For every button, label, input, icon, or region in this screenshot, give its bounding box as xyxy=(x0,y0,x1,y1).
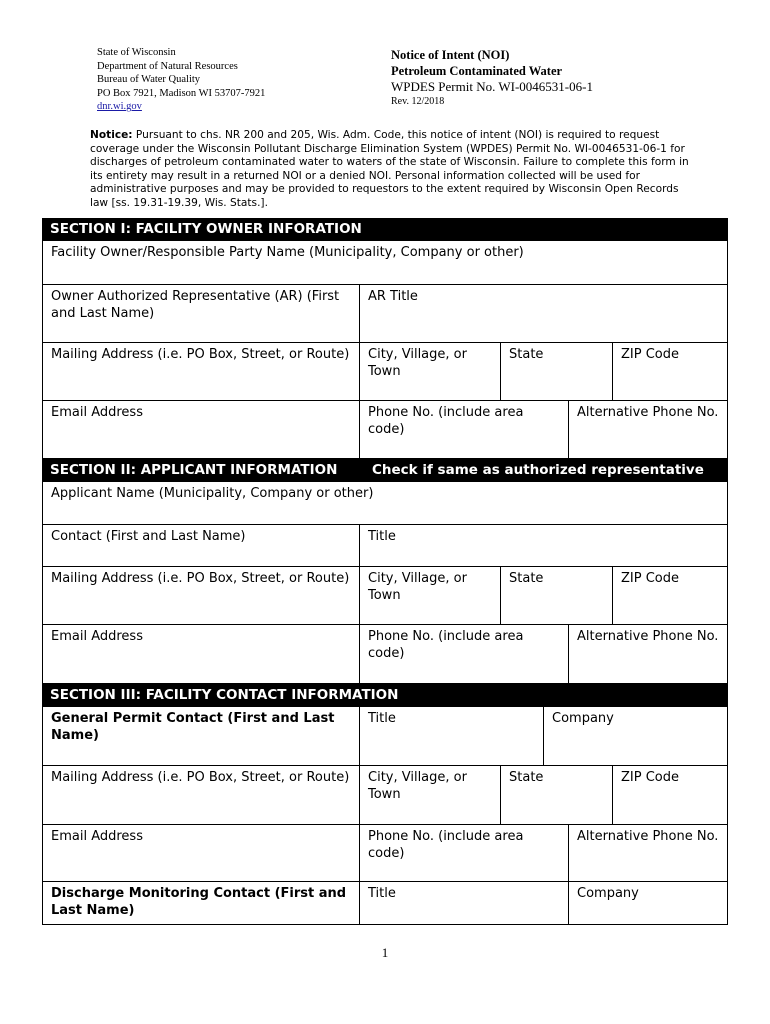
general-contact-field[interactable] xyxy=(42,706,360,766)
field-label: Mailing Address (i.e. PO Box, Street, or Route) xyxy=(51,571,350,586)
facility-city-field[interactable] xyxy=(359,765,501,825)
field-label: Alternative Phone No. xyxy=(577,405,719,420)
notice-text: Pursuant to chs. NR 200 and 205, Wis. Adm. Code, this notice of intent (NOI) is required to request coverage under the Wisconsin Pollutant Discharge Elimination System (WPDES) Permit No. WI-0046531-06-1 for discharges of petroleum contaminated water to waters of the state of Wisconsin. Failure to complete this form in its entirety may result in a returned NOI or a denied NOI. Personal information collected will be used for administrative purposes and may be provided to requestors to the extent required by Wisconsin Open Records law [ss. 19.31-19.39, Wis. Stats.]. xyxy=(90,129,689,209)
form-subtitle: Petroleum Contaminated Water xyxy=(391,64,563,78)
agency-line: Bureau of Water Quality xyxy=(97,74,201,86)
facility-zip-field[interactable] xyxy=(612,765,728,825)
field-label: Phone No. (include area code) xyxy=(368,629,524,661)
field-label: Mailing Address (i.e. PO Box, Street, or Route) xyxy=(51,770,350,785)
section-3-title: SECTION III: FACILITY CONTACT INFORMATION xyxy=(50,687,399,703)
field-label: Company xyxy=(552,711,614,726)
owner-state-field[interactable] xyxy=(500,342,613,401)
discharge-contact-field[interactable] xyxy=(42,881,360,925)
applicant-name-field[interactable] xyxy=(42,481,728,525)
field-label: City, Village, or Town xyxy=(368,571,467,603)
notice-paragraph xyxy=(90,129,690,210)
section-2-heading xyxy=(42,459,728,481)
general-contact-title-field[interactable] xyxy=(359,706,544,766)
owner-mailing-field[interactable] xyxy=(42,342,360,401)
notice-label: Notice: xyxy=(90,129,133,141)
owner-phone-field[interactable] xyxy=(359,400,569,459)
applicant-mailing-field[interactable] xyxy=(42,566,360,625)
field-label: Company xyxy=(577,886,639,901)
applicant-zip-field[interactable] xyxy=(612,566,728,625)
ar-name-field[interactable] xyxy=(42,284,360,343)
owner-zip-field[interactable] xyxy=(612,342,728,401)
facility-state-field[interactable] xyxy=(500,765,613,825)
agency-header xyxy=(97,46,265,114)
field-label: Discharge Monitoring Contact (First and Last Name) xyxy=(51,886,347,918)
field-label: Email Address xyxy=(51,405,143,420)
discharge-company-field[interactable] xyxy=(568,881,728,925)
field-label: Email Address xyxy=(51,829,143,844)
field-label: Owner Authorized Representative (AR) (First and Last Name) xyxy=(51,289,340,321)
owner-email-field[interactable] xyxy=(42,400,360,459)
field-label: Phone No. (include area code) xyxy=(368,405,524,437)
website-link[interactable]: dnr.wi.gov xyxy=(97,101,142,113)
field-label: City, Village, or Town xyxy=(368,770,467,802)
facility-phone-field[interactable] xyxy=(359,824,569,882)
field-label: Applicant Name (Municipality, Company or other) xyxy=(51,486,374,501)
owner-alt-phone-field[interactable] xyxy=(568,400,728,459)
field-label: Alternative Phone No. xyxy=(577,629,719,644)
field-label: Title xyxy=(368,529,396,544)
agency-line: PO Box 7921, Madison WI 53707-7921 xyxy=(97,87,266,99)
applicant-title-field[interactable] xyxy=(359,524,728,567)
facility-email-field[interactable] xyxy=(42,824,360,882)
facility-alt-phone-field[interactable] xyxy=(568,824,728,882)
section-3-heading xyxy=(42,684,728,706)
section-2-title: SECTION II: APPLICANT INFORMATION xyxy=(50,462,338,478)
form-title: Notice of Intent (NOI) xyxy=(391,48,510,62)
field-label: AR Title xyxy=(368,289,418,304)
section-1-heading xyxy=(42,218,728,240)
general-contact-company-field[interactable] xyxy=(543,706,728,766)
field-label: ZIP Code xyxy=(621,347,679,362)
applicant-state-field[interactable] xyxy=(500,566,613,625)
facility-mailing-field[interactable] xyxy=(42,765,360,825)
field-label: State xyxy=(509,571,544,586)
owner-city-field[interactable] xyxy=(359,342,501,401)
page-number: 1 xyxy=(381,945,389,960)
field-label: City, Village, or Town xyxy=(368,347,467,379)
field-label: Title xyxy=(368,886,396,901)
applicant-email-field[interactable] xyxy=(42,624,360,684)
applicant-alt-phone-field[interactable] xyxy=(568,624,728,684)
permit-number: WPDES Permit No. WI-0046531-06-1 xyxy=(391,79,593,94)
field-label: ZIP Code xyxy=(621,770,679,785)
applicant-contact-field[interactable] xyxy=(42,524,360,567)
applicant-phone-field[interactable] xyxy=(359,624,569,684)
ar-title-field[interactable] xyxy=(359,284,728,343)
discharge-title-field[interactable] xyxy=(359,881,569,925)
agency-line: Department of Natural Resources xyxy=(97,60,238,72)
section-1-title: SECTION I: FACILITY OWNER INFORATION xyxy=(50,221,362,237)
field-label: Email Address xyxy=(51,629,143,644)
revision-date: Rev. 12/2018 xyxy=(391,96,445,107)
field-label: State xyxy=(509,347,544,362)
field-label: Facility Owner/Responsible Party Name (Municipality, Company or other) xyxy=(51,245,524,260)
field-label: Contact (First and Last Name) xyxy=(51,529,246,544)
owner-name-field[interactable] xyxy=(42,240,728,285)
form-title-block xyxy=(391,47,593,109)
field-label: State xyxy=(509,770,544,785)
agency-line: State of Wisconsin xyxy=(97,47,176,58)
field-label: Alternative Phone No. xyxy=(577,829,719,844)
field-label: ZIP Code xyxy=(621,571,679,586)
same-as-ar-checkbox-label[interactable]: Check if same as authorized representative xyxy=(372,462,704,478)
applicant-city-field[interactable] xyxy=(359,566,501,625)
field-label: Mailing Address (i.e. PO Box, Street, or Route) xyxy=(51,347,350,362)
field-label: Phone No. (include area code) xyxy=(368,829,524,861)
field-label: General Permit Contact (First and Last Name) xyxy=(51,711,335,743)
field-label: Title xyxy=(368,711,396,726)
